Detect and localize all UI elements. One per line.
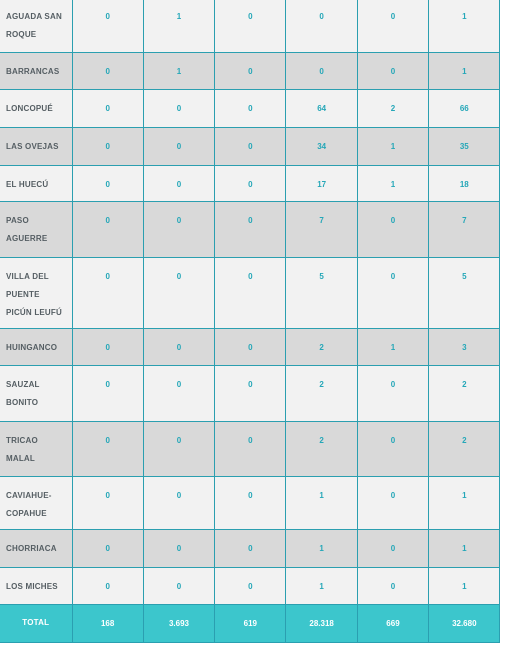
cell: 0 <box>143 365 214 421</box>
cell: 1 <box>429 476 500 529</box>
cell: 1 <box>429 529 500 567</box>
cell: 0 <box>215 201 286 257</box>
table-row <box>0 52 500 89</box>
cell: 0 <box>215 165 286 201</box>
total-cell: 32.680 <box>429 604 500 642</box>
cell: 0 <box>357 567 428 604</box>
row-name: SAUZAL BONITO <box>0 365 72 421</box>
cell: 0 <box>72 201 143 257</box>
cell: 0 <box>72 89 143 127</box>
table-row <box>0 365 500 421</box>
cell: 1 <box>429 0 500 52</box>
cell: 0 <box>357 529 428 567</box>
cell: 0 <box>215 421 286 476</box>
table-row <box>0 529 500 567</box>
cell: 0 <box>143 89 214 127</box>
cell: 0 <box>72 52 143 89</box>
cell: 0 <box>357 52 428 89</box>
cell: 0 <box>357 0 428 52</box>
total-cell: 3.693 <box>143 604 214 642</box>
cell: 18 <box>429 165 500 201</box>
row-name: BARRANCAS <box>0 52 72 89</box>
row-name: TRICAO MALAL <box>0 421 72 476</box>
table-row <box>0 567 500 604</box>
cell: 0 <box>357 476 428 529</box>
row-name: EL HUECÚ <box>0 165 72 201</box>
table-row <box>0 201 500 257</box>
row-name: AGUADA SAN ROQUE <box>0 0 72 52</box>
cell: 1 <box>429 567 500 604</box>
cell: 1 <box>357 127 428 165</box>
row-name: CHORRIACA <box>0 529 72 567</box>
cell: 0 <box>143 328 214 365</box>
cell: 0 <box>72 0 143 52</box>
table-row <box>0 257 500 328</box>
cell: 0 <box>72 567 143 604</box>
row-name: HUINGANCO <box>0 328 72 365</box>
cell: 0 <box>143 529 214 567</box>
cell: 1 <box>286 567 357 604</box>
row-name: CAVIAHUE-COPAHUE <box>0 476 72 529</box>
cell: 1 <box>286 476 357 529</box>
cell: 0 <box>357 257 428 328</box>
cell: 0 <box>215 89 286 127</box>
cell: 1 <box>143 0 214 52</box>
cell: 0 <box>286 52 357 89</box>
row-name: LAS OVEJAS <box>0 127 72 165</box>
row-name: VILLA DEL PUENTE PICÚN LEUFÚ <box>0 257 72 328</box>
total-cell: 619 <box>215 604 286 642</box>
cell: 1 <box>143 52 214 89</box>
total-cell: 28.318 <box>286 604 357 642</box>
cell: 35 <box>429 127 500 165</box>
cell: 0 <box>215 257 286 328</box>
cell: 0 <box>215 127 286 165</box>
cell: 0 <box>215 365 286 421</box>
table-row <box>0 165 500 201</box>
total-label: TOTAL <box>0 604 72 642</box>
row-name: LONCOPUÉ <box>0 89 72 127</box>
cell: 2 <box>286 328 357 365</box>
table-row <box>0 127 500 165</box>
cell: 0 <box>215 328 286 365</box>
cell: 2 <box>357 89 428 127</box>
cell: 0 <box>357 421 428 476</box>
cell: 0 <box>143 567 214 604</box>
cell: 0 <box>215 567 286 604</box>
cell: 0 <box>357 365 428 421</box>
table-row <box>0 0 500 52</box>
cell: 0 <box>72 476 143 529</box>
cell: 2 <box>286 365 357 421</box>
cell: 0 <box>215 0 286 52</box>
cell: 0 <box>72 328 143 365</box>
cell: 34 <box>286 127 357 165</box>
cell: 1 <box>357 165 428 201</box>
cell: 1 <box>286 529 357 567</box>
cell: 17 <box>286 165 357 201</box>
cell: 0 <box>143 476 214 529</box>
table-row <box>0 328 500 365</box>
cell: 0 <box>72 529 143 567</box>
row-name: PASO AGUERRE <box>0 201 72 257</box>
cell: 0 <box>286 0 357 52</box>
row-name: LOS MICHES <box>0 567 72 604</box>
cell: 0 <box>143 165 214 201</box>
cell: 2 <box>286 421 357 476</box>
table-row <box>0 476 500 529</box>
cell: 0 <box>72 165 143 201</box>
cell: 7 <box>286 201 357 257</box>
cell: 0 <box>215 529 286 567</box>
cell: 5 <box>429 257 500 328</box>
cell: 0 <box>143 127 214 165</box>
cell: 1 <box>357 328 428 365</box>
table-row <box>0 421 500 476</box>
cell: 0 <box>72 127 143 165</box>
cell: 1 <box>429 52 500 89</box>
cell: 66 <box>429 89 500 127</box>
total-cell: 168 <box>72 604 143 642</box>
cell: 0 <box>143 201 214 257</box>
total-cell: 669 <box>357 604 428 642</box>
cell: 0 <box>215 52 286 89</box>
cell: 2 <box>429 365 500 421</box>
cell: 0 <box>72 421 143 476</box>
cell: 3 <box>429 328 500 365</box>
cell: 0 <box>215 476 286 529</box>
cell: 5 <box>286 257 357 328</box>
cell: 0 <box>143 421 214 476</box>
cell: 0 <box>72 257 143 328</box>
cell: 7 <box>429 201 500 257</box>
table-row <box>0 89 500 127</box>
cell: 0 <box>357 201 428 257</box>
cell: 2 <box>429 421 500 476</box>
total-row <box>0 604 500 642</box>
cell: 64 <box>286 89 357 127</box>
cell: 0 <box>143 257 214 328</box>
cell: 0 <box>72 365 143 421</box>
